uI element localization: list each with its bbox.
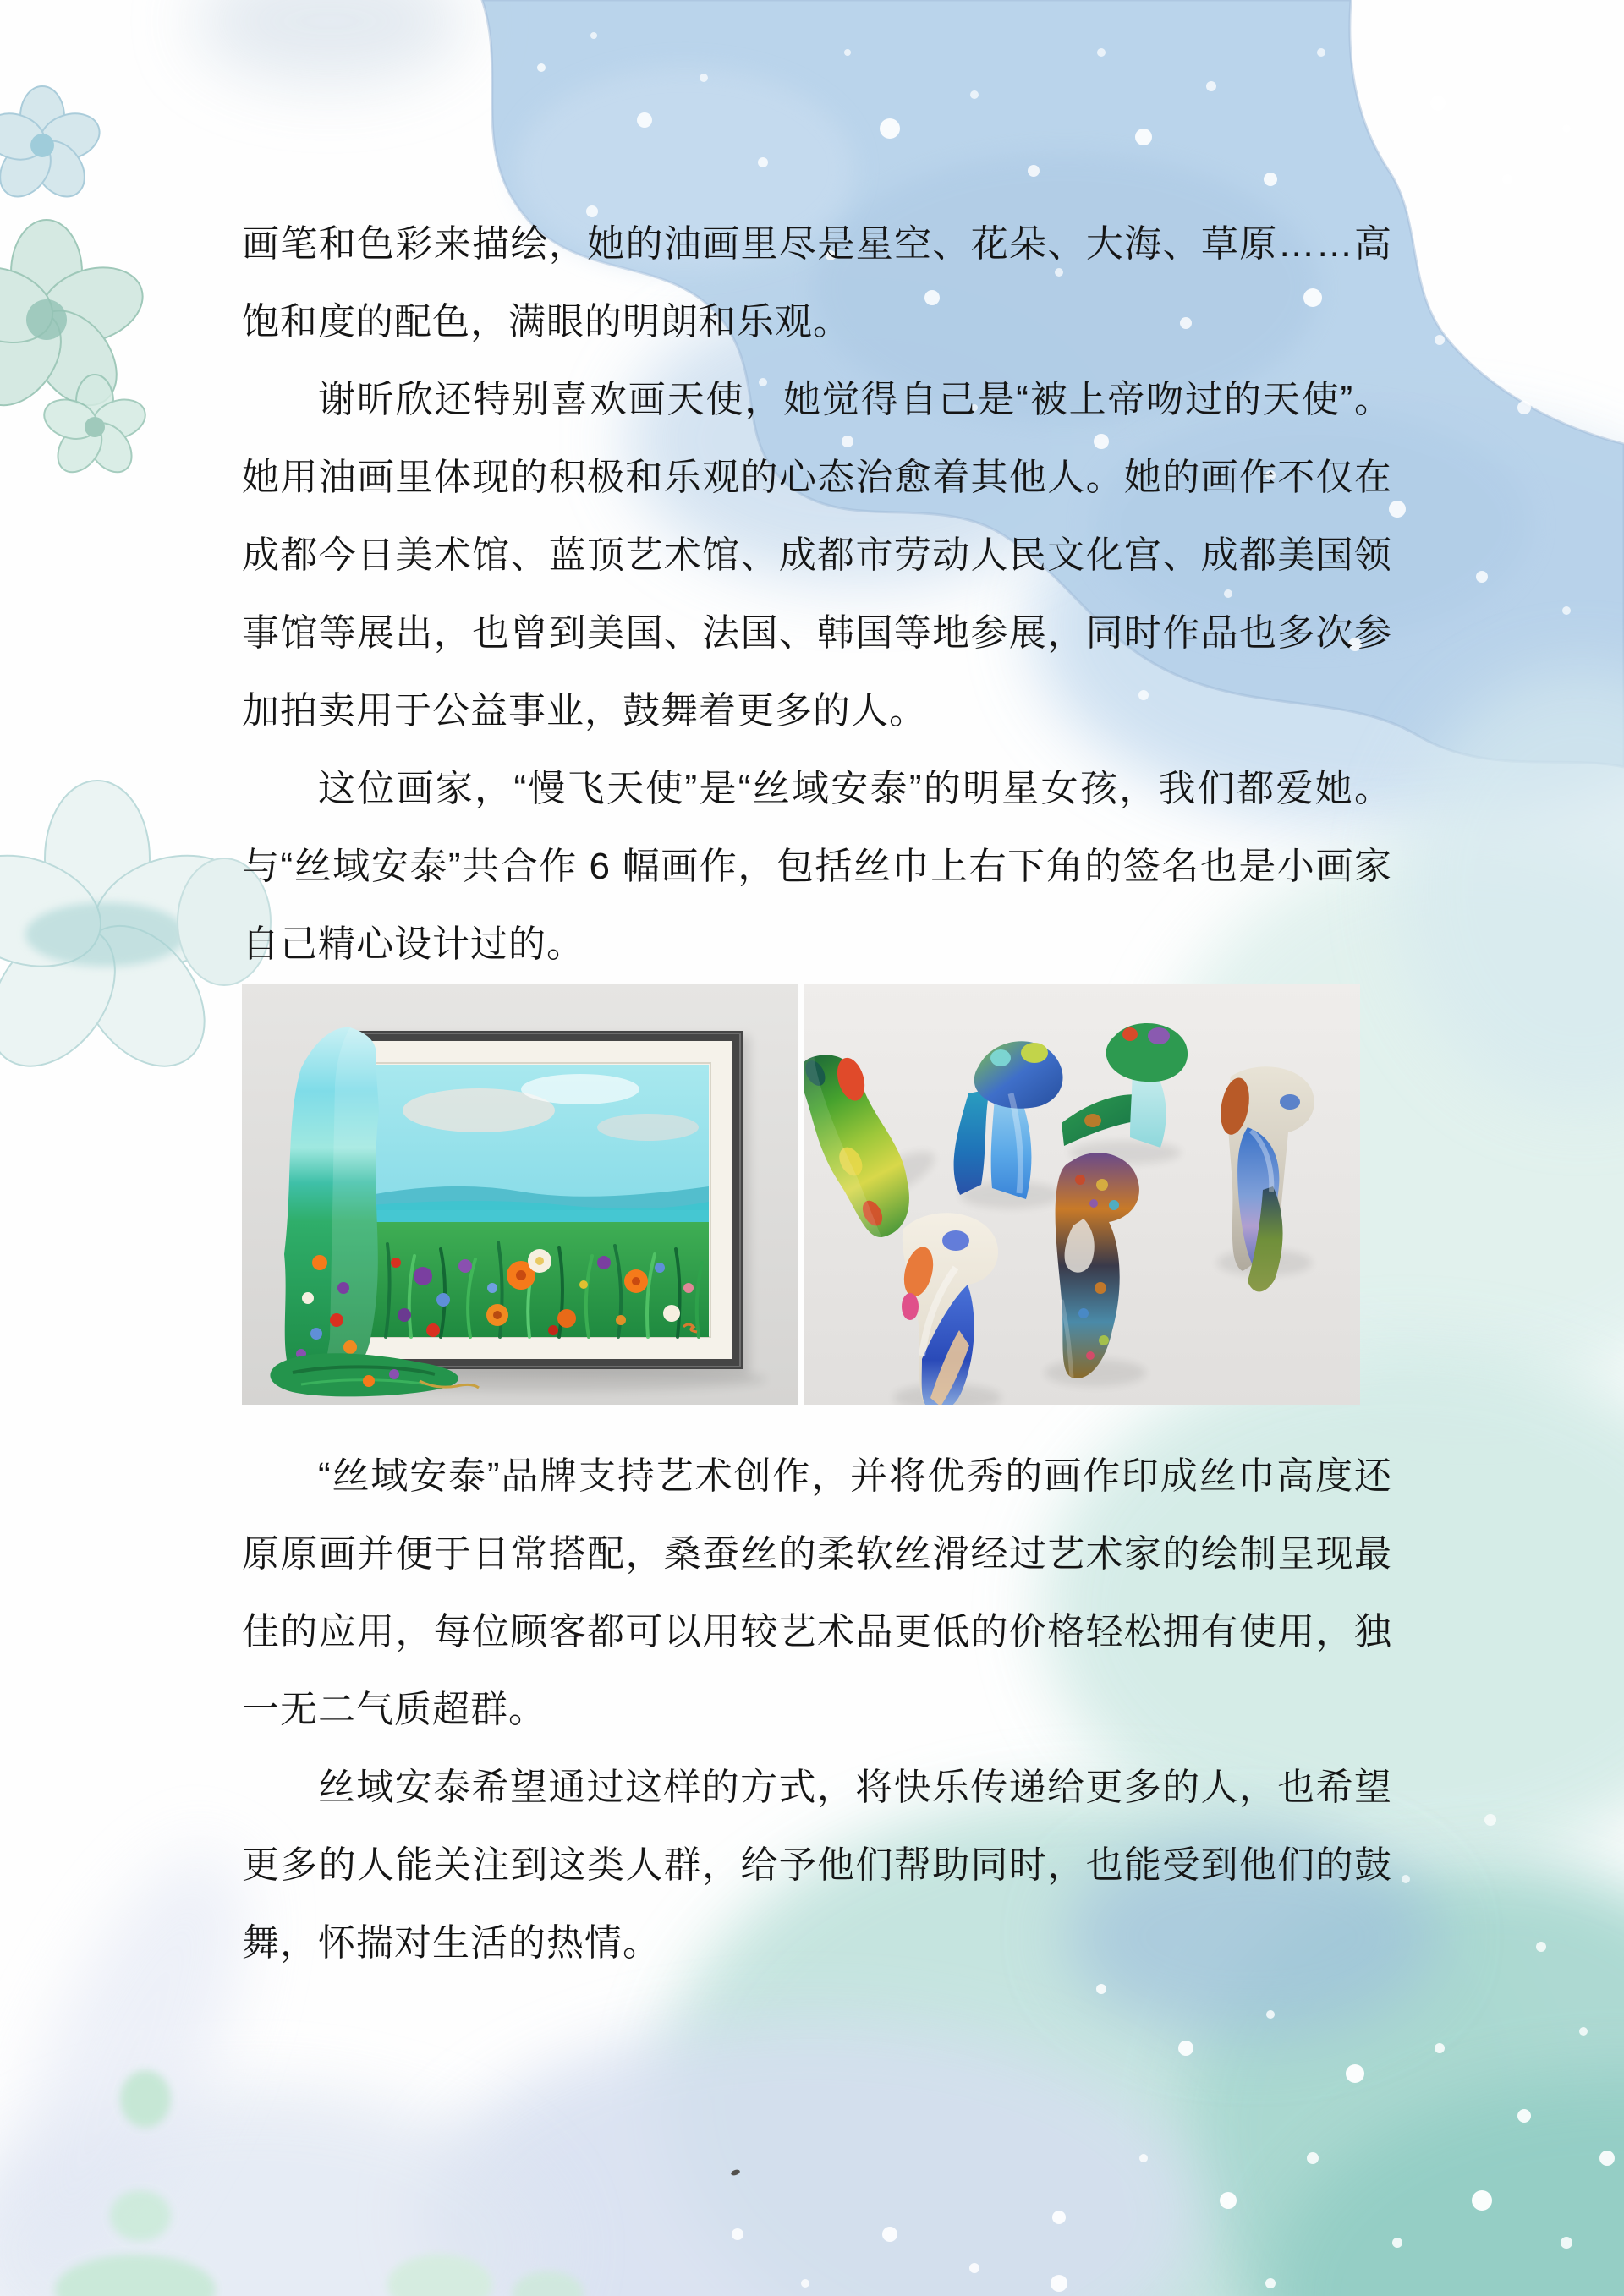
paragraph-closing: 丝域安泰希望通过这样的方式，将快乐传递给更多的人，也希望更多的人能关注到这类人群，给予他们帮助同时，也能受到他们的鼓舞，怀揣对生活的热情。	[242, 1767, 1392, 1964]
photo-row	[242, 984, 1360, 1405]
photo-framed-painting-with-scarf	[242, 984, 798, 1405]
watercolor-flower-pale-big	[0, 781, 271, 1090]
watercolor-flower-small-top	[0, 86, 106, 206]
photo-scarf-collection	[804, 984, 1360, 1405]
paragraph-brand-support: “丝域安泰”品牌支持艺术创作，并将优秀的画作印成丝巾高度还原原画并便于日常搭配，桑蚕丝的柔软丝滑经过艺术家的绘制呈现最佳的应用，每位顾客都可以用较艺术品更低的价格轻松拥有使用，独一无二气质超群。	[242, 1455, 1392, 1730]
paragraph-artist-angels: 谢昕欣还特别喜欢画天使，她觉得自己是“被上帝吻过的天使”。她用油画里体现的积极和乐观的心态治愈着其他人。她的画作不仅在成都今日美术馆、蓝顶艺术馆、成都市劳动人民文化宫、成都美国领事馆等展出，也曾到美国、法国、韩国等地参展，同时作品也多次参加拍卖用于公益事业，鼓舞着更多的人。	[242, 379, 1392, 732]
document-body	[242, 205, 1392, 1982]
paragraph-continuation: 画笔和色彩来描绘，她的油画里尽是星空、花朵、大海、草原……高饱和度的配色，满眼的明朗和乐观。	[242, 223, 1392, 342]
wash-top-left	[195, 0, 465, 85]
paragraph-collaboration: 这位画家，“慢飞天使”是“丝域安泰”的明星女孩，我们都爱她。与“丝域安泰”共合作 6 幅画作，包括丝巾上右下角的签名也是小画家自己精心设计过的。	[242, 768, 1392, 965]
watercolor-flower-large	[0, 220, 152, 421]
